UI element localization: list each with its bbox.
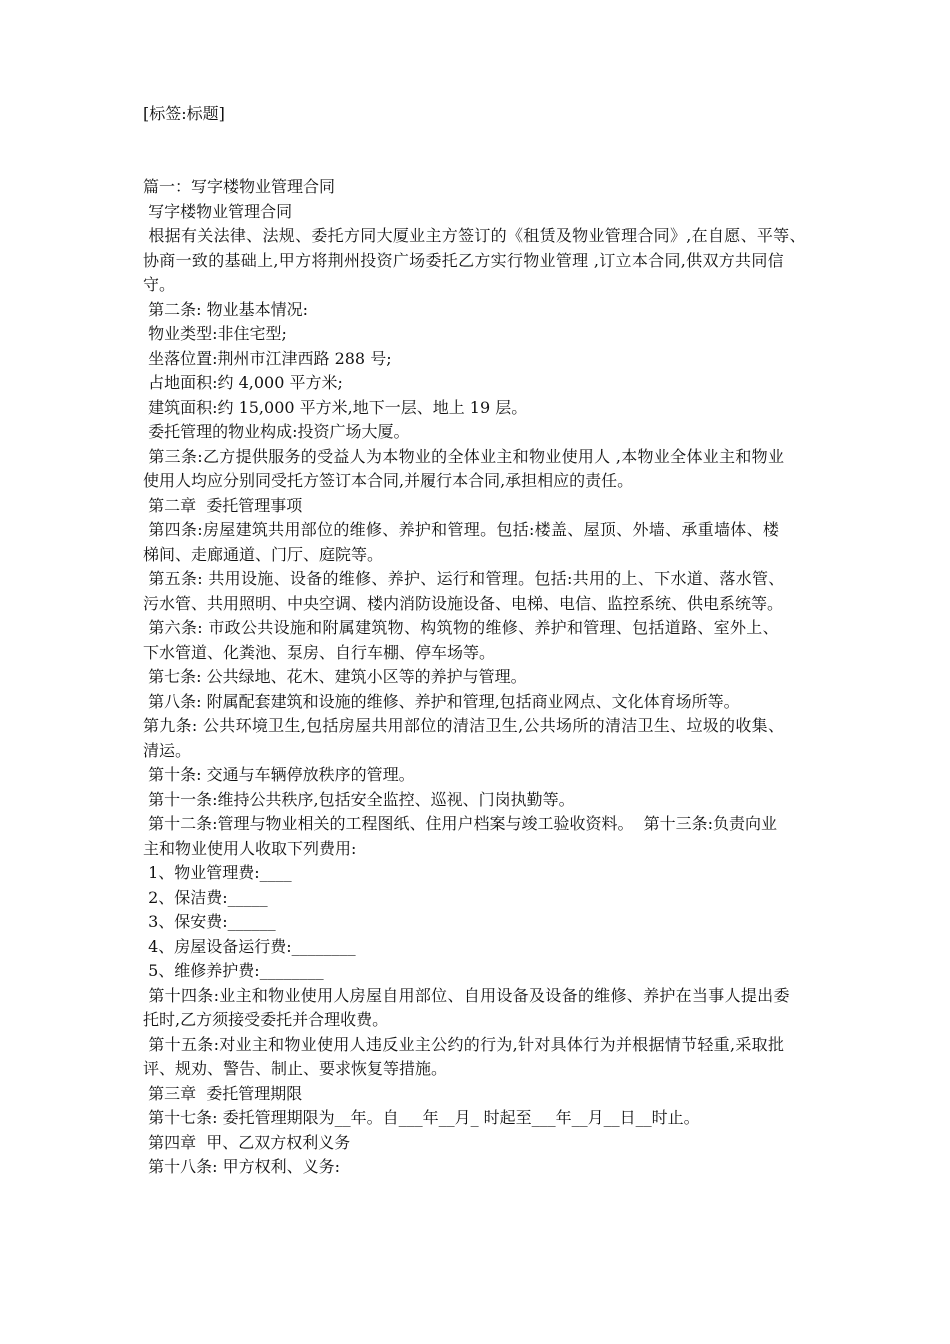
paragraph-line: 第十七条: 委托管理期限为__年。自___年__月_ 时起至___年__月__日__时止。 (143, 1108, 700, 1127)
paragraph-line: 第九条: 公共环境卫生,包括房屋共用部位的清洁卫生,公共场所的清洁卫生、垃圾的收集、 (143, 716, 785, 735)
paragraph-line: 委托管理的物业构成:投资广场大厦。 (143, 422, 410, 441)
paragraph-line: 坐落位置:荆州市江津西路 288 号; (143, 348, 392, 368)
fee-item: 1、物业管理费:____ (143, 863, 292, 882)
paragraph-line: 主和物业使用人收取下列费用: (143, 838, 357, 858)
chapter-heading: 第四章 甲、乙双方权利义务 (143, 1132, 351, 1152)
paragraph-line: 使用人均应分别同受托方签订本合同,并履行本合同,承担相应的责任。 (143, 471, 634, 490)
fee-item: 3、保安费:______ (143, 912, 276, 931)
section-heading: 篇一：写字楼物业管理合同 (143, 177, 336, 196)
paragraph-line: 托时,乙方须接受委托并合理收费。 (143, 1010, 389, 1029)
paragraph-line: 物业类型:非住宅型; (143, 324, 287, 343)
contract-body (143, 175, 819, 1180)
paragraph-line: 第十二条:管理与物业相关的工程图纸、住用户档案与竣工验收资料。 第十三条:负责向业 (143, 814, 778, 833)
paragraph-line: 第三条:乙方提供服务的受益人为本物业的全体业主和物业使用人 ,本物业全体业主和物业 (143, 446, 785, 466)
contract-title: 写字楼物业管理合同 (143, 201, 293, 221)
paragraph-line: 第四条:房屋建筑共用部位的维修、养护和管理。包括:楼盖、屋顶、外墙、承重墙体、楼 (143, 520, 780, 539)
clause-heading: 第二条: 物业基本情况: (143, 299, 308, 319)
paragraph-line: 污水管、共用照明、中央空调、楼内消防设施设备、电梯、电信、监控系统、供电系统等。 (143, 593, 784, 613)
fee-item: 2、保洁费:_____ (143, 887, 268, 907)
chapter-heading: 第三章 委托管理期限 (143, 1083, 303, 1103)
chapter-heading: 第二章 委托管理事项 (143, 495, 303, 515)
fee-item: 5、维修养护费:________ (143, 961, 324, 980)
paragraph-line: 占地面积:约 4,000 平方米; (143, 373, 343, 392)
tag-placeholder: [标签:标题] (143, 104, 225, 123)
paragraph-line: 建筑面积:约 15,000 平方米,地下一层、地上 19 层。 (143, 397, 528, 417)
paragraph-line: 清运。 (143, 740, 192, 760)
paragraph-line: 第十四条:业主和物业使用人房屋自用部位、自用设备及设备的维修、养护在当事人提出委 (143, 985, 790, 1005)
paragraph-line: 第十八条: 甲方权利、义务: (143, 1157, 340, 1176)
paragraph-line: 评、规劝、警告、制止、要求恢复等措施。 (143, 1059, 448, 1078)
paragraph-line: 守。 (143, 275, 176, 294)
paragraph-line: 第十条: 交通与车辆停放秩序的管理。 (143, 765, 415, 784)
paragraph-line: 第七条: 公共绿地、花木、建筑小区等的养护与管理。 (143, 667, 527, 686)
paragraph-line: 第五条: 共用设施、设备的维修、养护、运行和管理。包括:共用的上、下水道、落水管、 (143, 569, 785, 588)
paragraph-line: 第十五条:对业主和物业使用人违反业主公约的行为,针对具体行为并根据情节轻重,采取批 (143, 1034, 785, 1054)
paragraph-line: 第八条: 附属配套建筑和设施的维修、养护和管理,包括商业网点、文化体育场所等。 (143, 691, 740, 711)
paragraph-line: 下水管道、化粪池、泵房、自行车棚、停车场等。 (143, 642, 496, 662)
paragraph-line: 根据有关法律、法规、委托方同大厦业主方签订的《租赁及物业管理合同》,在自愿、平等、 (143, 226, 806, 245)
paragraph-line: 协商一致的基础上,甲方将荆州投资广场委托乙方实行物业管理 ,订立本合同,供双方共同信 (143, 250, 784, 270)
fee-item: 4、房屋设备运行费:________ (143, 936, 356, 956)
paragraph-line: 第六条: 市政公共设施和附属建筑物、构筑物的维修、养护和管理、包括道路、室外上、 (143, 618, 779, 637)
paragraph-line: 第十一条:维持公共秩序,包括安全监控、巡视、门岗执勤等。 (143, 789, 575, 809)
paragraph-line: 梯间、走廊通道、门厅、庭院等。 (143, 544, 384, 564)
